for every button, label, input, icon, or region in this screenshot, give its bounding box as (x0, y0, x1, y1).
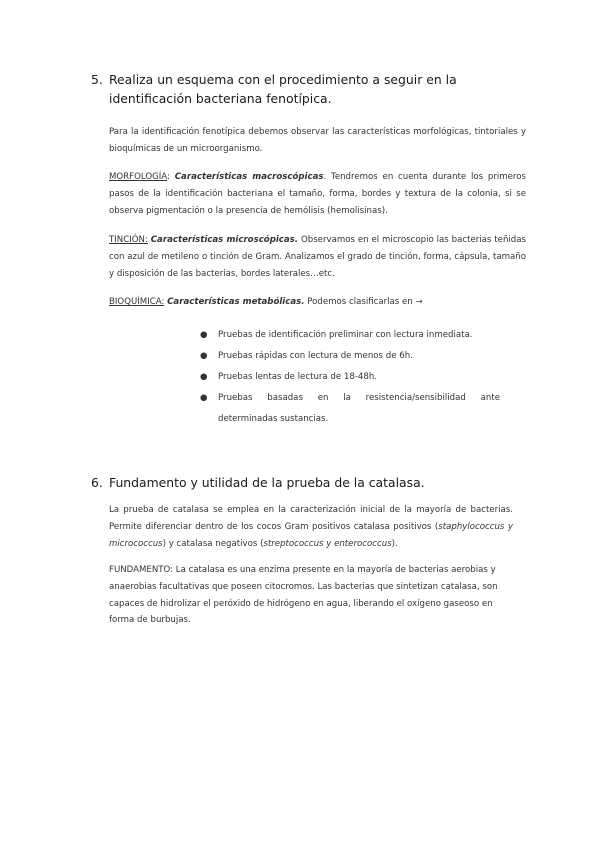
list-item-text: Pruebas rápidas con lectura de menos de 6h. (218, 351, 413, 361)
morfologia-emph: Características macroscópicas (174, 172, 324, 182)
word: Pruebas (218, 393, 253, 403)
morfologia-label: MORFOLOGÍA (109, 172, 168, 182)
catalasa-paragraph (109, 502, 513, 552)
bioquimica-label: BIOQUÍMICA: (109, 297, 165, 307)
catalasa-text-1: La prueba de catalasa se emplea en la caracterización inicial de la mayoría de bacterias. Permite diferenciar dentro de los cocos Gram positivos catalasa positivos ( (109, 505, 513, 532)
intro-paragraph (109, 124, 526, 158)
catalasa-text-2: ) y catalasa negativos ( (162, 538, 264, 549)
tincion-paragraph (109, 232, 526, 282)
section-5-number: 5. (91, 72, 103, 87)
bioquimica-text: Podemos clasificarlas en → (304, 297, 423, 307)
fundamento-paragraph (109, 562, 519, 629)
list-item-text: Pruebas lentas de lectura de 18-48h. (218, 372, 378, 382)
fundamento-text: : La catalasa es una enzima presente en la mayoría de bacterias aerobias y anaerobias facultativas que poseen citocromos. Las bacterias que sintetizan catalasa, son capaces de hidrolizar el peróxido de hidrógeno en agua, liberando el oxígeno gaseoso en forma de burbujas. (109, 565, 498, 626)
word: en (317, 393, 329, 403)
catalasa-text-3: ). (391, 538, 398, 549)
bioquimica-paragraph (109, 294, 526, 311)
section-5-title: Realiza un esquema con el procedimiento a seguir en la identificación bacteriana fenotípica. (109, 72, 457, 106)
catalasa-positive-genera: staphylococcus y micrococcus (109, 521, 513, 549)
intro-text: Para la identificación fenotípica debemos observar las características morfológicas, tintoriales y bioquímicas de un microorganismo. (109, 127, 526, 154)
bullet-icon: ● (200, 393, 208, 403)
list-item (200, 325, 500, 346)
morfologia-sep: : (167, 172, 175, 182)
section-5-heading (91, 70, 541, 110)
section-6-heading (91, 473, 541, 493)
word: ante (480, 393, 500, 403)
bioquimica-bullet-list (200, 325, 500, 430)
word: basadas (267, 393, 303, 403)
catalasa-negative-genera: streptococcus y enterococcus (263, 538, 392, 549)
bullet-icon: ● (200, 372, 208, 382)
section-6-title: Fundamento y utilidad de la prueba de la catalasa. (109, 475, 425, 490)
list-item (200, 346, 500, 367)
list-item-line-2: determinadas sustancias. (218, 414, 329, 424)
word: la (343, 393, 351, 403)
section-6-number: 6. (91, 475, 103, 490)
morfologia-text: . Tendremos en cuenta durante los primeros pasos de la identificación bacteriana el tamaño, forma, bordes y textura de la colonia, si se observa pigmentación o la presencia de hemólisis (hemolisinas). (109, 172, 526, 216)
list-item (200, 388, 500, 430)
list-item (200, 367, 500, 388)
bioquimica-emph: Características metabólicas. (167, 297, 305, 307)
list-item-text: Pruebas de identificación preliminar con lectura inmediata. (218, 330, 473, 340)
list-item-line-1 (218, 388, 500, 409)
tincion-label: TINCIÓN: (109, 235, 148, 245)
word: resistencia/sensibilidad (365, 393, 466, 403)
bullet-icon: ● (200, 351, 208, 361)
tincion-text: Observamos en el microscopio las bacterias teñidas con azul de metileno o tinción de Gram. Analizamos el grado de tinción, forma, cápsula, tamaño y disposición de las bacterias, bordes laterales…etc. (109, 235, 526, 279)
tincion-emph: Características microscópicas. (150, 235, 299, 245)
fundamento-label: FUNDAMENTO (109, 565, 171, 575)
morfologia-paragraph (109, 169, 526, 219)
bullet-icon: ● (200, 330, 208, 340)
